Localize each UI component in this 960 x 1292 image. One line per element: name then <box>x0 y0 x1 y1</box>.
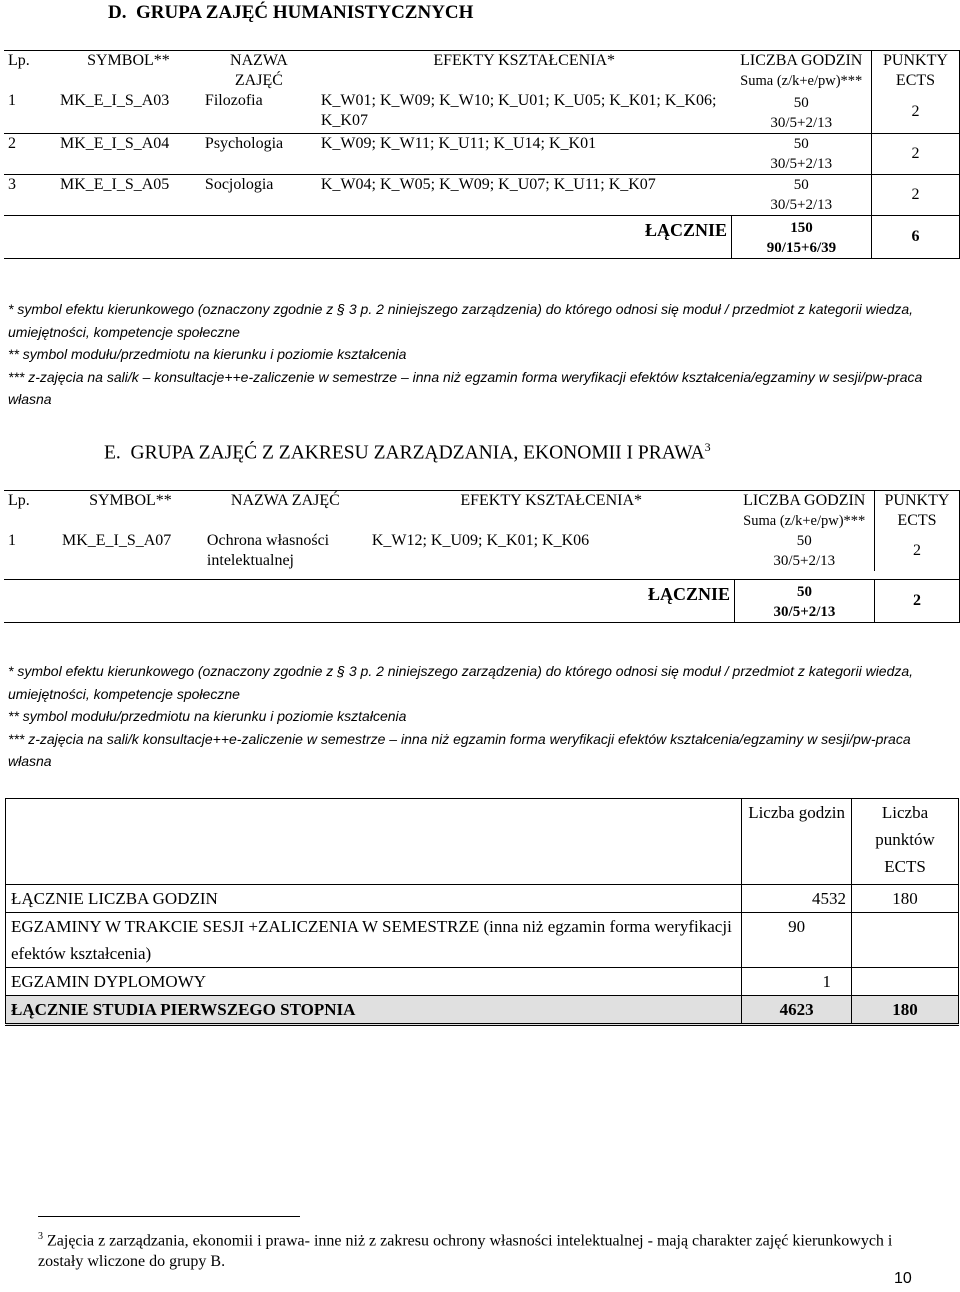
total-label: ŁĄCZNIE <box>645 220 728 240</box>
col-header-name: NAZWA ZAJĘĆ <box>230 52 288 89</box>
note-symbol: ** symbol modułu/przedmiotu na kierunku i poziomie kształcenia <box>8 708 407 724</box>
row-hours-total: 50 <box>793 177 809 193</box>
col-header-effects: EFEKTY KSZTAŁCENIA* <box>460 492 643 509</box>
row-symbol: MK_E_I_S_A04 <box>59 135 170 152</box>
section-d-table <box>4 50 960 259</box>
total-hours-detail: 30/5+2/13 <box>773 603 836 620</box>
note-hours: *** z-zajęcia na sali/k – konsultacje++e-zaliczenie w semestrze – inna niż egzamin forma weryfikacji efektów kształcenia/egzaminy w sesji/pw-praca własna <box>8 368 923 407</box>
row-lp: 3 <box>8 176 16 193</box>
row-name: Psychologia <box>204 135 284 152</box>
row-ects: 2 <box>871 175 959 216</box>
summary-row-ects <box>852 968 959 996</box>
row-effects: K_W12; K_U09; K_K01; K_K06 <box>371 532 590 549</box>
hours-header-title: LICZBA GODZIN <box>740 52 863 69</box>
summary-row <box>6 968 959 996</box>
total-hours-value: 50 <box>797 583 812 600</box>
summary-row-ects <box>852 913 959 968</box>
row-effects: K_W01; K_W09; K_W10; K_U01; K_U05; K_K01; K_K06; K_K07 <box>320 92 717 129</box>
summary-row <box>6 913 959 968</box>
total-ects: 2 <box>874 579 959 622</box>
summary-row-label: EGZAMIN DYPLOMOWY <box>6 968 742 996</box>
summary-row-hours: 1 <box>742 968 852 996</box>
col-header-ects: PUNKTY ECTS <box>874 491 959 532</box>
table-row <box>4 91 960 134</box>
row-symbol: MK_E_I_S_A03 <box>59 92 170 109</box>
row-ects: 2 <box>871 134 959 175</box>
row-name: Socjologia <box>204 176 274 193</box>
row-effects: K_W04; K_W05; K_W09; K_U07; K_U11; K_K07 <box>320 176 656 193</box>
total-label: ŁĄCZNIE <box>648 583 731 604</box>
note-effects: * symbol efektu kierunkowego (oznaczony zgodnie z § 3 p. 2 niniejszego zarządzenia) do którego odnosi się moduł / przedmiot z kategorii wiedza, umiejętności, kompetencje społeczne <box>8 301 914 340</box>
col-header-hours <box>732 51 872 92</box>
col-header-ects: PUNKTY ECTS <box>871 51 959 92</box>
summary-row-label: ŁĄCZNIE STUDIA PIERWSZEGO STOPNIA <box>6 996 742 1025</box>
col-header-symbol: SYMBOL** <box>87 52 170 69</box>
note-effects: * symbol efektu kierunkowego (oznaczony zgodnie z § 3 p. 2 niniejszego zarządzenia) do którego odnosi się moduł / przedmiot z kategorii wiedza, umiejętności, kompetencje społeczne <box>8 663 914 702</box>
row-effects: K_W09; K_W11; K_U11; K_U14; K_K01 <box>320 135 597 152</box>
hours-header-sub: Suma (z/k+e/pw)*** <box>740 73 863 89</box>
col-header-hours <box>735 491 875 532</box>
summary-row-total <box>6 996 959 1025</box>
row-hours-detail: 30/5+2/13 <box>770 115 833 131</box>
section-e-notes <box>8 660 953 773</box>
footnote-ref: 3 <box>704 440 711 454</box>
total-ects: 6 <box>871 216 959 259</box>
summary-header-ects: Liczba punktów ECTS <box>852 799 959 885</box>
summary-row-hours: 4532 <box>742 885 852 913</box>
section-e-title <box>104 440 711 465</box>
row-lp: 1 <box>8 532 16 549</box>
row-symbol: MK_E_I_S_A05 <box>59 176 170 193</box>
summary-row <box>6 885 959 913</box>
section-d-title: D. GRUPA ZAJĘĆ HUMANISTYCZNYCH <box>108 2 474 23</box>
row-hours <box>732 175 872 216</box>
col-header-lp: Lp. <box>8 492 30 509</box>
hours-header-sub: Suma (z/k+e/pw)*** <box>743 513 866 529</box>
row-name: Ochrona własności intelektualnej <box>206 532 330 569</box>
row-lp: 1 <box>8 92 16 109</box>
row-hours-total: 50 <box>796 533 812 549</box>
col-header-symbol: SYMBOL** <box>89 492 172 509</box>
table-row <box>4 531 960 571</box>
footnote-text: Zajęcia z zarządzania, ekonomii i prawa- inne niż z zakresu ochrony własności intelektualnej - mają charakter zajęć kierunkowych i zostały wliczone do grupy B. <box>38 1232 893 1271</box>
row-hours <box>732 91 872 134</box>
row-hours <box>732 134 872 175</box>
note-symbol: ** symbol modułu/przedmiotu na kierunku i poziomie kształcenia <box>8 346 407 362</box>
summary-row-hours: 4623 <box>742 996 852 1025</box>
row-hours-total: 50 <box>793 95 809 111</box>
row-name: Filozofia <box>204 92 263 109</box>
summary-row-ects: 180 <box>852 996 959 1025</box>
total-row <box>4 579 960 622</box>
footnote <box>38 1226 918 1272</box>
row-hours-detail: 30/5+2/13 <box>770 197 833 213</box>
summary-header-blank <box>6 799 742 885</box>
row-symbol: MK_E_I_S_A07 <box>61 532 172 549</box>
section-d-notes <box>8 298 953 411</box>
row-ects: 2 <box>874 531 959 571</box>
summary-row-ects: 180 <box>852 885 959 913</box>
total-hours <box>732 216 872 259</box>
summary-header-hours: Liczba godzin <box>742 799 852 885</box>
summary-row-hours: 90 <box>742 913 852 968</box>
row-hours-total: 50 <box>793 136 809 152</box>
row-hours-detail: 30/5+2/13 <box>773 553 836 569</box>
section-e-table <box>4 490 960 623</box>
col-header-lp: Lp. <box>8 52 30 69</box>
summary-table <box>5 798 959 1026</box>
total-row <box>4 216 960 259</box>
row-hours-detail: 30/5+2/13 <box>770 156 833 172</box>
footnote-separator <box>38 1216 300 1217</box>
summary-row-label: ŁĄCZNIE LICZBA GODZIN <box>6 885 742 913</box>
section-e-title-text: E. GRUPA ZAJĘĆ Z ZAKRESU ZARZĄDZANIA, EKONOMII I PRAWA <box>104 442 705 464</box>
row-hours <box>735 531 875 571</box>
hours-header-title: LICZBA GODZIN <box>743 492 866 509</box>
footnote-marker: 3 <box>38 1231 43 1242</box>
total-hours-value: 150 <box>790 220 813 236</box>
col-header-name: NAZWA ZAJĘĆ <box>230 492 340 509</box>
table-row <box>4 175 960 216</box>
note-hours: *** z-zajęcia na sali/k konsultacje++e-zaliczenie w semestrze – inna niż egzamin forma weryfikacji efektów kształcenia/egzaminy w sesji/pw-praca własna <box>8 730 911 769</box>
total-hours <box>735 579 875 622</box>
table-row <box>4 134 960 175</box>
col-header-effects: EFEKTY KSZTAŁCENIA* <box>433 52 616 69</box>
total-hours-detail: 90/15+6/39 <box>766 240 837 256</box>
row-lp: 2 <box>8 135 16 152</box>
row-ects: 2 <box>871 91 959 134</box>
page-number: 10 <box>894 1270 912 1287</box>
summary-header-row <box>6 799 959 885</box>
summary-row-label: EGZAMINY W TRAKCIE SESJI +ZALICZENIA W SEMESTRZE (inna niż egzamin forma weryfikacji efektów kształcenia) <box>6 913 742 968</box>
